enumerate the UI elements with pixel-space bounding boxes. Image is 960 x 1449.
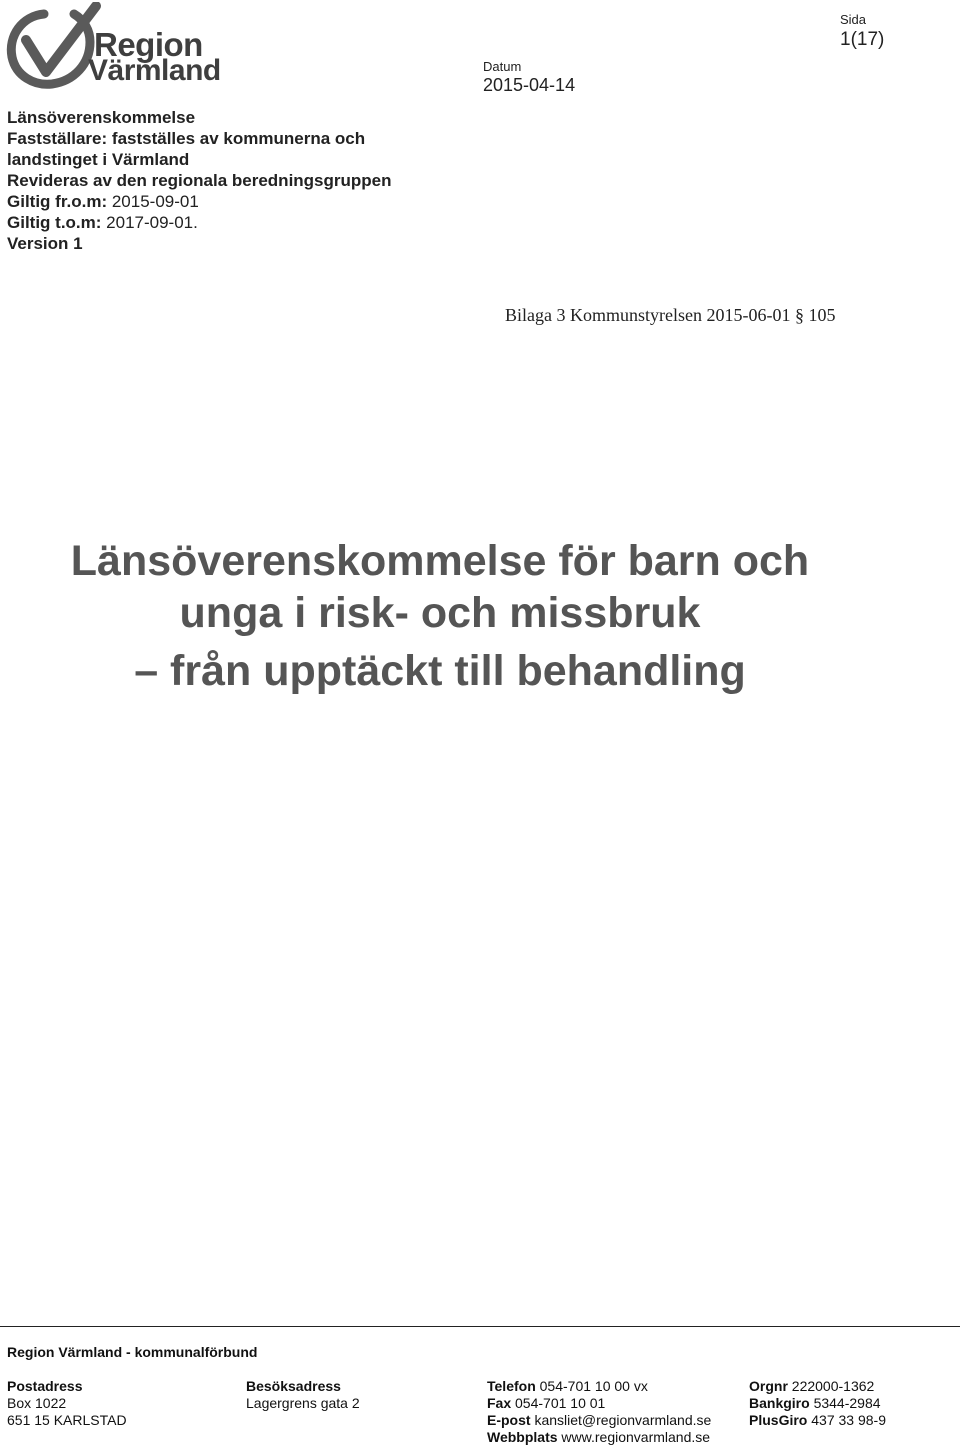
footer-divider [0, 1326, 960, 1327]
datum-value: 2015-04-14 [483, 75, 576, 95]
epost-label: E-post [487, 1412, 531, 1428]
besoksadress-label: Besöksadress [246, 1378, 341, 1394]
postadress-label: Postadress [7, 1378, 83, 1394]
bilaga-note: Bilaga 3 Kommunstyrelsen 2015-06-01 § 105 [505, 305, 836, 325]
giltig-from-label: Giltig fr.o.m: [7, 192, 108, 211]
webbplats-link[interactable]: www.regionvarmland.se [561, 1429, 711, 1445]
revideras-label: Revideras av [7, 171, 112, 190]
epost-link[interactable]: kansliet@regionvarmland.se [534, 1412, 712, 1428]
postadress-line-1: Box 1022 [7, 1395, 67, 1411]
fax-label: Fax [487, 1395, 512, 1411]
doc-type: Länsöverenskommelse [7, 108, 196, 127]
webbplats-label: Webbplats [487, 1429, 558, 1445]
footer-org-name: Region Värmland - kommunalförbund [7, 1344, 258, 1360]
document-meta [7, 107, 392, 254]
faststallare-value-2: landstinget i Värmland [7, 150, 190, 169]
giltig-from-value: 2015-09-01 [111, 192, 199, 211]
sida-label: Sida [840, 12, 867, 27]
logo-text-region: Region [94, 26, 203, 63]
revideras-value: den regionala beredningsgruppen [116, 171, 392, 190]
title-line-2: unga i risk- och missbruk [179, 589, 701, 637]
faststallare-label: Fastställare: [7, 129, 108, 148]
footer-contact [487, 1378, 711, 1446]
footer-postadress [7, 1378, 127, 1429]
page-title [0, 535, 880, 697]
version: Version 1 [7, 234, 83, 253]
fax-value: 054-701 10 01 [515, 1395, 606, 1411]
besoksadress-line-1: Lagergrens gata 2 [246, 1395, 360, 1411]
logo-text-varmland: Värmland [88, 54, 221, 87]
title-line-1: Länsöverenskommelse för barn och [70, 537, 810, 585]
bankgiro-label: Bankgiro [749, 1395, 810, 1411]
telefon-label: Telefon [487, 1378, 536, 1394]
postadress-line-2: 651 15 KARLSTAD [7, 1412, 127, 1428]
footer-account [749, 1378, 886, 1429]
plusgiro-label: PlusGiro [749, 1412, 808, 1428]
orgnr-value: 222000-1362 [791, 1378, 875, 1394]
title-line-3: – från upptäckt till behandling [134, 647, 746, 695]
faststallare-value: fastställes av kommunerna och [111, 129, 366, 148]
giltig-to-value: 2017-09-01. [106, 213, 198, 232]
sida-value: 1(17) [840, 29, 885, 50]
telefon-value: 054-701 10 00 vx [539, 1378, 648, 1394]
datum-label: Datum [483, 59, 522, 74]
plusgiro-value: 437 33 98-9 [811, 1412, 886, 1428]
bankgiro-value: 5344-2984 [813, 1395, 881, 1411]
footer-besoksadress [246, 1378, 360, 1412]
region-varmland-logo [4, 2, 224, 92]
orgnr-label: Orgnr [749, 1378, 788, 1394]
giltig-to-label: Giltig t.o.m: [7, 213, 102, 232]
